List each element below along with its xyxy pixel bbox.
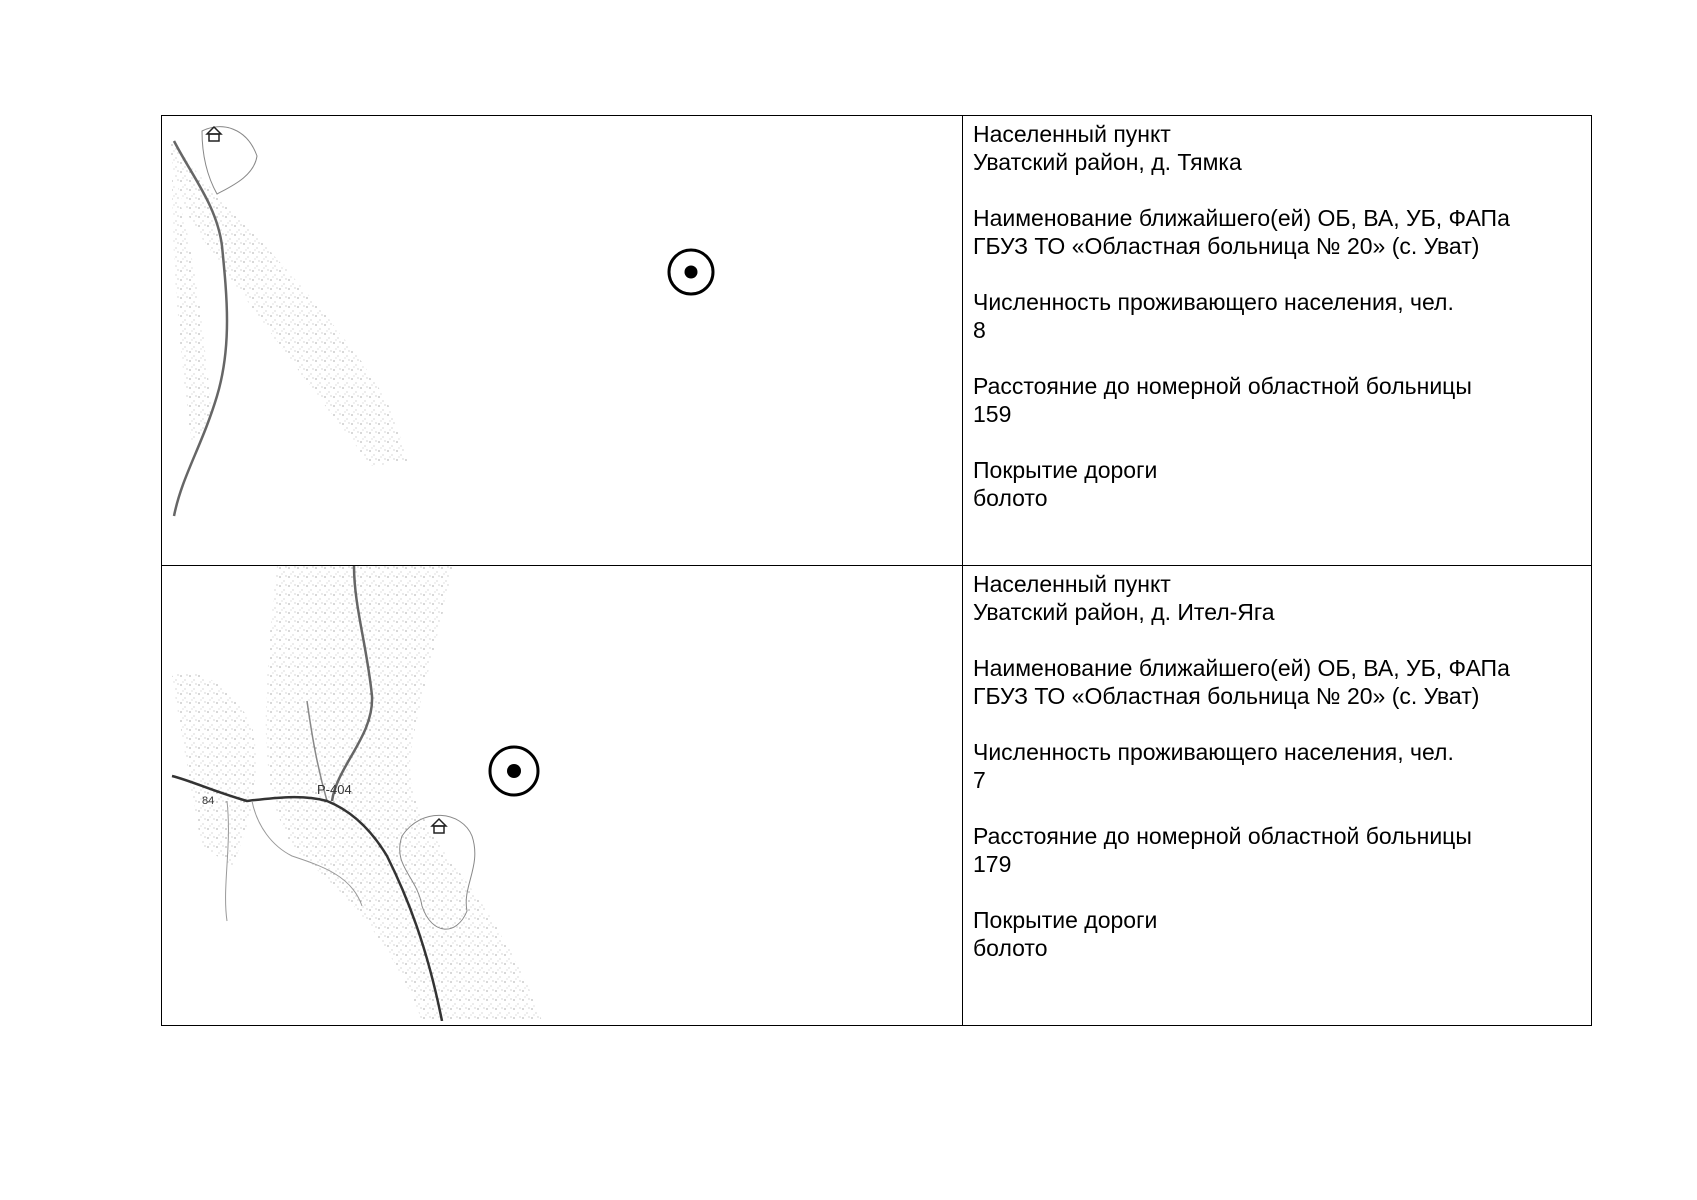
field-distance bbox=[973, 822, 1581, 878]
field-value: Уватский район, д. Тямка bbox=[973, 149, 1242, 175]
settlements-table bbox=[161, 115, 1592, 1026]
field-label: Численность проживающего населения, чел. bbox=[973, 739, 1454, 765]
building-icon bbox=[432, 819, 446, 833]
field-label: Покрытие дороги bbox=[973, 457, 1158, 483]
field-road-surface bbox=[973, 906, 1581, 962]
field-value: Уватский район, д. Ител-Яга bbox=[973, 599, 1275, 625]
swamp-area bbox=[266, 566, 542, 1021]
road-label: 84 bbox=[202, 795, 215, 807]
field-label: Расстояние до номерной областной больницы bbox=[973, 373, 1472, 399]
table-row bbox=[162, 566, 1592, 1026]
field-value: 8 bbox=[973, 317, 986, 343]
map-cell bbox=[162, 566, 963, 1026]
target-marker-icon bbox=[490, 747, 538, 795]
table-row bbox=[162, 116, 1592, 566]
field-road-surface bbox=[973, 456, 1581, 512]
swamp-area bbox=[172, 673, 256, 866]
field-value: 179 bbox=[973, 851, 1012, 877]
field-population bbox=[973, 288, 1581, 344]
field-value: 7 bbox=[973, 767, 986, 793]
target-marker-icon bbox=[669, 250, 713, 294]
field-value: ГБУЗ ТО «Областная больница № 20» (с. Уват) bbox=[973, 683, 1480, 709]
field-distance bbox=[973, 372, 1581, 428]
map-fragment bbox=[162, 566, 962, 1021]
field-value: ГБУЗ ТО «Областная больница № 20» (с. Уват) bbox=[973, 233, 1480, 259]
road-label: Р-404 bbox=[317, 782, 352, 797]
settlement-boundary bbox=[202, 127, 257, 194]
field-population bbox=[973, 738, 1581, 794]
field-label: Населенный пункт bbox=[973, 571, 1171, 597]
map-fragment bbox=[162, 116, 962, 561]
info-cell bbox=[963, 116, 1592, 566]
field-label: Численность проживающего населения, чел. bbox=[973, 289, 1454, 315]
field-label: Расстояние до номерной областной больницы bbox=[973, 823, 1472, 849]
field-settlement bbox=[973, 120, 1581, 176]
field-value: болото bbox=[973, 485, 1048, 511]
field-nearest-facility bbox=[973, 654, 1581, 710]
map-cell bbox=[162, 116, 963, 566]
field-value: болото bbox=[973, 935, 1048, 961]
field-label: Наименование ближайшего(ей) ОБ, ВА, УБ, ФАПа bbox=[973, 205, 1510, 231]
field-label: Покрытие дороги bbox=[973, 907, 1158, 933]
field-label: Населенный пункт bbox=[973, 121, 1171, 147]
field-label: Наименование ближайшего(ей) ОБ, ВА, УБ, ФАПа bbox=[973, 655, 1510, 681]
field-value: 159 bbox=[973, 401, 1012, 427]
field-settlement bbox=[973, 570, 1581, 626]
building-icon bbox=[207, 127, 221, 141]
field-nearest-facility bbox=[973, 204, 1581, 260]
info-cell bbox=[963, 566, 1592, 1026]
